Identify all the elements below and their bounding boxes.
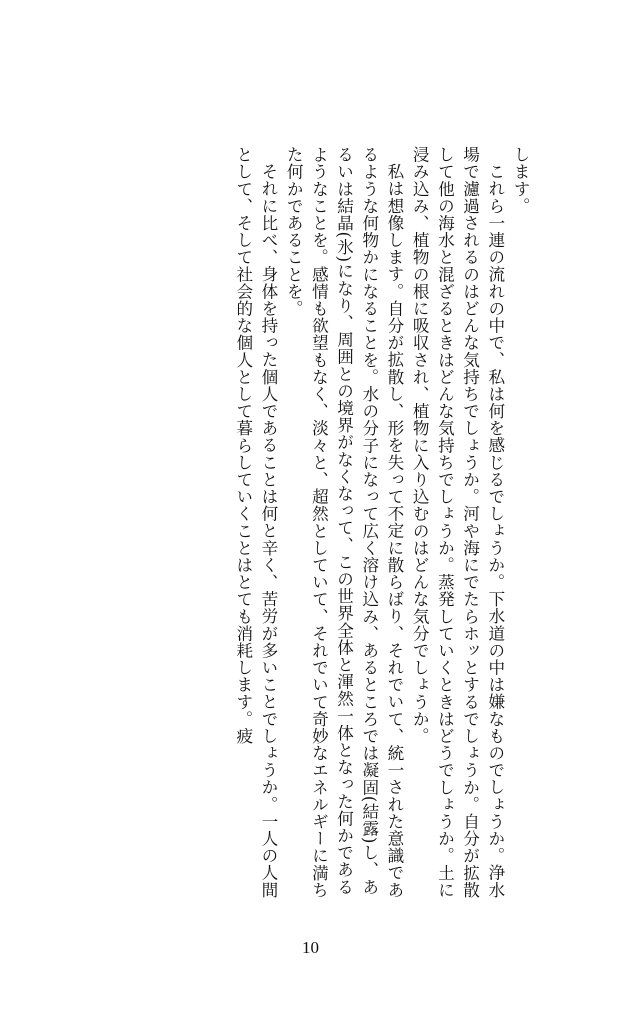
paragraph: 私は想像します。自分が拡散し、形を失って不定に散らばり、それでいて、統一された意識であるような何物かになることを。水の分子になって広く溶け込み、あるところでは凝固(結露)し、あるいは結晶(氷)になり、周囲との境界がなくなって、この世界全体と渾然一体となった何かであるようなことを。感情も欲望もなく、淡々と、超然としていて、それでいて奇妙なエネルギーに満ちた何かであることを。 xyxy=(284,146,404,899)
paragraph: それに比べ、身体を持った個人であることは何と辛く、苦労が多いことでしょうか。一人の人間として、そして社会的な個人として暮らしていくことはとても消耗します。疲 xyxy=(233,146,278,898)
page-number: 10 xyxy=(302,938,319,957)
paragraph: します。 xyxy=(511,146,530,215)
paragraph: これら一連の流れの中で、私は何を感じるでしょうか。下水道の中は嫌なものでしょうか。浄水場で濾過されるのはどんな気持ちでしょうか。河や海にでたらホッとするでしょうか。自分が拡散して他の海水と混ざるときはどんな気持ちでしょうか。蒸発していくときはどうでしょうか。土に浸み込み、植物の根に吸収され、植物に入り込むのはどんな気分でしょうか。 xyxy=(410,146,505,899)
body-text xyxy=(93,146,533,906)
